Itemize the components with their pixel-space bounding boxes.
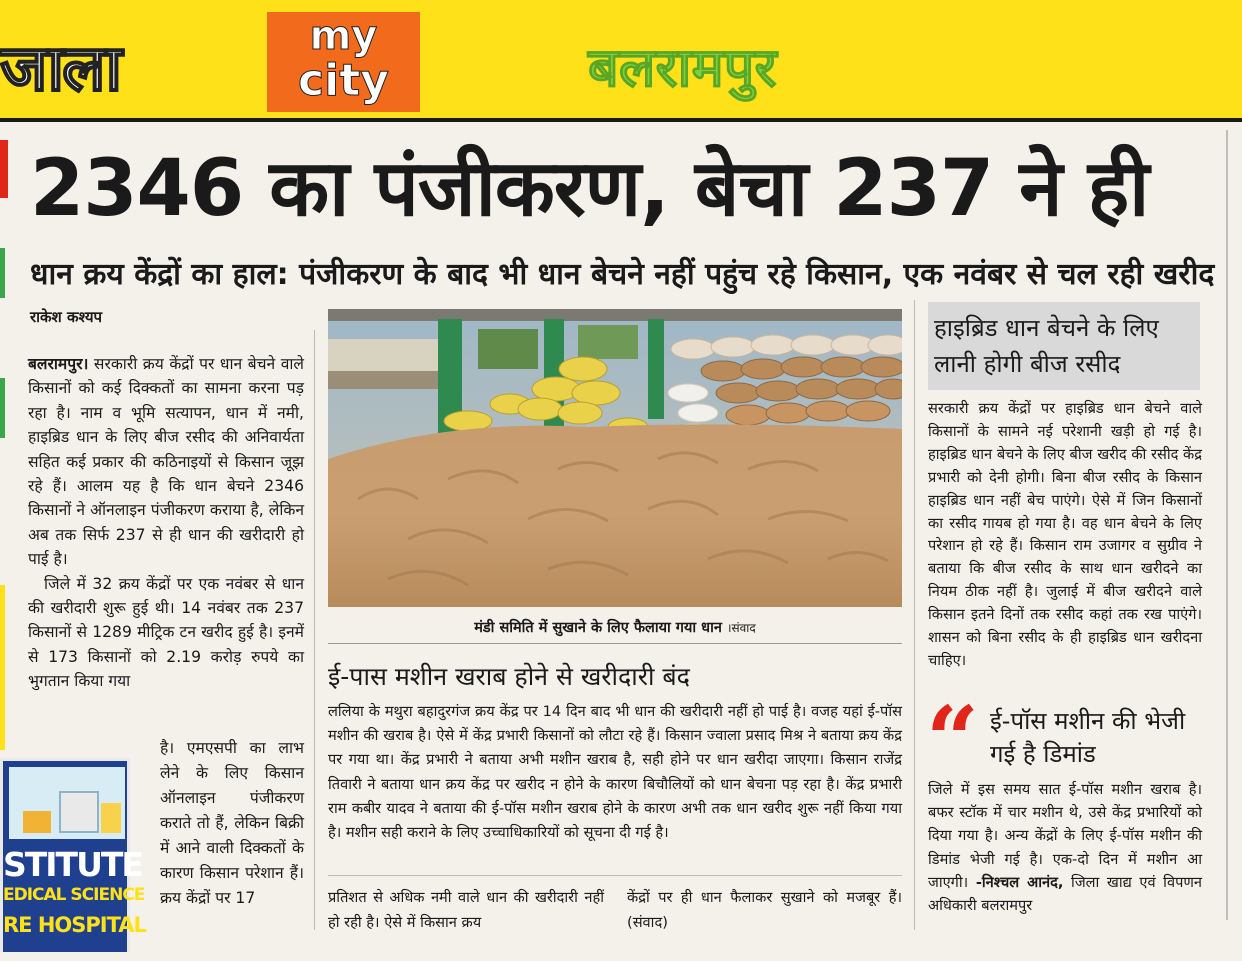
article-subheadline: धान क्रय केंद्रों का हाल: पंजीकरण के बाद भी धान बेचने नहीं पहुंच रहे किसान, एक नवंबर से चल रही खरीद xyxy=(30,257,1215,292)
photo-credit: ।संवाद xyxy=(726,621,756,635)
left-column-body xyxy=(28,352,304,694)
body-paragraph: जिले में 32 क्रय केंद्रों पर एक नवंबर से धान की खरीदारी शुरू हुई थी। 14 नवंबर तक 237 किसानों से 1289 मीट्रिक टन खरीद हुई है। इनमें से 173 किसानों को 2.19 करोड़ रुपये का भुगतान किया गया xyxy=(28,574,304,691)
quote-mark-icon: “ xyxy=(926,686,979,794)
continued-text-column: केंद्रों पर ही धान फैलाकर सुखाने को मजबूर हैं। (संवाद) xyxy=(627,889,902,931)
paddy-photo xyxy=(328,309,902,607)
ad-title: STITUTE xyxy=(3,845,142,884)
middle-story-body: ललिया के मथुरा बहादुरगंज क्रय केंद्र पर 14 दिन बाद भी धान की खरीदारी नहीं हो पाई है। वजह यहां ई-पॉस मशीन की खराब है। ऐसे में केंद्र प्रभारी किसानों को लौटा रहे हैं। किसान ज्वाला प्रसाद मिश्र ने बताया क्रय केंद्र पर गया था। केंद्र प्रभारी ने बताया अभी मशीन खराब है, सही होने पर धान खरीदा जाएगा। किसान राजेंद्र तिवारी ने बताया धान क्रय केंद्र पर खरीद न होने के कारण बिचौलियों को धान बेचना पड़ रहा है। केंद्र प्रभारी राम कबीर यादव ने बताया की ई-पॉस मशीन खराब होने के कारण अभी तक धान खरीद शुरू नहीं किया गया है। मशीन सही कराने के लिए उच्चाधिकारियों को सूचना दी गई है। xyxy=(328,703,902,842)
byline: राकेश कश्यप xyxy=(30,308,103,326)
body-paragraph: सरकारी क्रय केंद्रों पर धान बेचने वाले किसानों को कई दिक्कतों का सामना करना पड़ रहा है। नाम व भूमि सत्यापन, धान में नमी, हाइब्रिड धान के लिए बीज रसीद की अनिवार्यता सहित कई प्रकार की कठिनाइयों से किसान जूझ रहे हैं। आलम यह है कि धान बेचने 2346 किसानों ने ऑनलाइन पंजीकरण कराया है, लेकिन अब तक सिर्फ 237 से ही धान की खरीदारी हो पाई है। xyxy=(28,355,304,569)
column-divider xyxy=(914,300,915,930)
quote-text: जिले में इस समय सात ई-पॉस मशीन खराब है। बफर स्टॉक में चार मशीन थे, उसे केंद्र प्रभारियों को दिया गया है। अन्य केंद्रों के लिए ई-पॉस मशीन की डिमांड भेजी गई है। एक-दो दिन में मशीन आ जाएगी। xyxy=(928,781,1202,891)
left-edge-green-bar xyxy=(0,378,5,438)
quote-heading: ई-पॉस मशीन की भेजी गई है डिमांड xyxy=(990,707,1186,768)
hospital-advertisement xyxy=(0,758,146,961)
left-edge-red-bar xyxy=(0,140,8,198)
right-column-rule xyxy=(1226,130,1228,920)
mycity-logo-top: my xyxy=(309,13,378,59)
city-name: बलरामपुर xyxy=(588,36,777,99)
newspaper-name: जाला xyxy=(0,32,121,106)
left-edge-yellow-bar xyxy=(0,585,5,750)
quote-attribution: -निश्चल आनंद, xyxy=(975,873,1064,891)
left-edge-green-bar xyxy=(0,248,5,298)
middle-story-rule xyxy=(328,875,902,876)
ad-illustration xyxy=(9,767,125,839)
left-column-continuation: है। एमएसपी का लाभ लेने के लिए किसान ऑनलाइन पंजीकरण कराते तो हैं, लेकिन बिक्री में आने वाली दिक्कतों के कारण किसान परेशान हैं। क्रय केंद्रों पर 17 xyxy=(160,739,304,907)
ad-illustration-box xyxy=(101,803,121,833)
ad-subtitle: RE HOSPITAL xyxy=(3,913,146,937)
page-bottom-strip xyxy=(0,952,1242,961)
dateline: बलरामपुर। xyxy=(28,355,89,373)
sidebar-body: सरकारी क्रय केंद्रों पर हाइब्रिड धान बेचने वाले किसानों के सामने नई परेशानी खड़ी हो गई है। हाइब्रिड धान बेचने के लिए बीज खरीद की रसीद केंद्र प्रभारी को देनी होगी। बिना बीज रसीद के किसान हाइब्रिड धान नहीं बेच पाएंगे। ऐसे में जिन किसानों का रसीद गायब हो गया है। वह धान बेचने के लिए परेशान हो रहे हैं। किसान राम उजागर व सुग्रीव ने बताया कि बीज रसीद के साथ धान खरीदने का नियम ठीक नहीं है। जुलाई में बीज खरीदने वाले किसान इतने दिनों तक रसीद कहां तक रख पाएंगे। शासन को बिना रसीद के ही हाइब्रिड धान खरीदना चाहिए। xyxy=(928,400,1202,669)
ad-illustration-box xyxy=(59,791,99,833)
article-headline: 2346 का पंजीकरण, बेचा 237 ने ही xyxy=(30,144,1149,234)
middle-story-heading: ई-पास मशीन खराब होने से खरीदारी बंद xyxy=(328,662,690,691)
photo-caption xyxy=(328,617,902,637)
ad-illustration-box xyxy=(23,811,51,833)
sidebar-heading: हाइब्रिड धान बेचने के लिए लानी होगी बीज रसीद xyxy=(934,314,1159,378)
quote-body xyxy=(928,778,1202,917)
caption-rule xyxy=(328,643,902,644)
quote-role: जिला खाद्य एवं विपणन अधिकारी बलरामपुर xyxy=(928,873,1203,915)
mycity-logo xyxy=(267,12,420,112)
paddy-photo-illustration xyxy=(328,309,902,607)
mycity-logo-bottom: city xyxy=(298,55,389,106)
ad-subtitle: EDICAL SCIENCE xyxy=(3,885,145,905)
photo-caption-text: मंडी समिति में सुखाने के लिए फैलाया गया धान xyxy=(474,620,722,636)
masthead-rule xyxy=(0,118,1242,122)
continued-text-column: प्रतिशत से अधिक नमी वाले धान की खरीदारी नहीं हो रही है। ऐसे में किसान क्रय xyxy=(328,889,604,931)
column-divider xyxy=(314,330,315,930)
